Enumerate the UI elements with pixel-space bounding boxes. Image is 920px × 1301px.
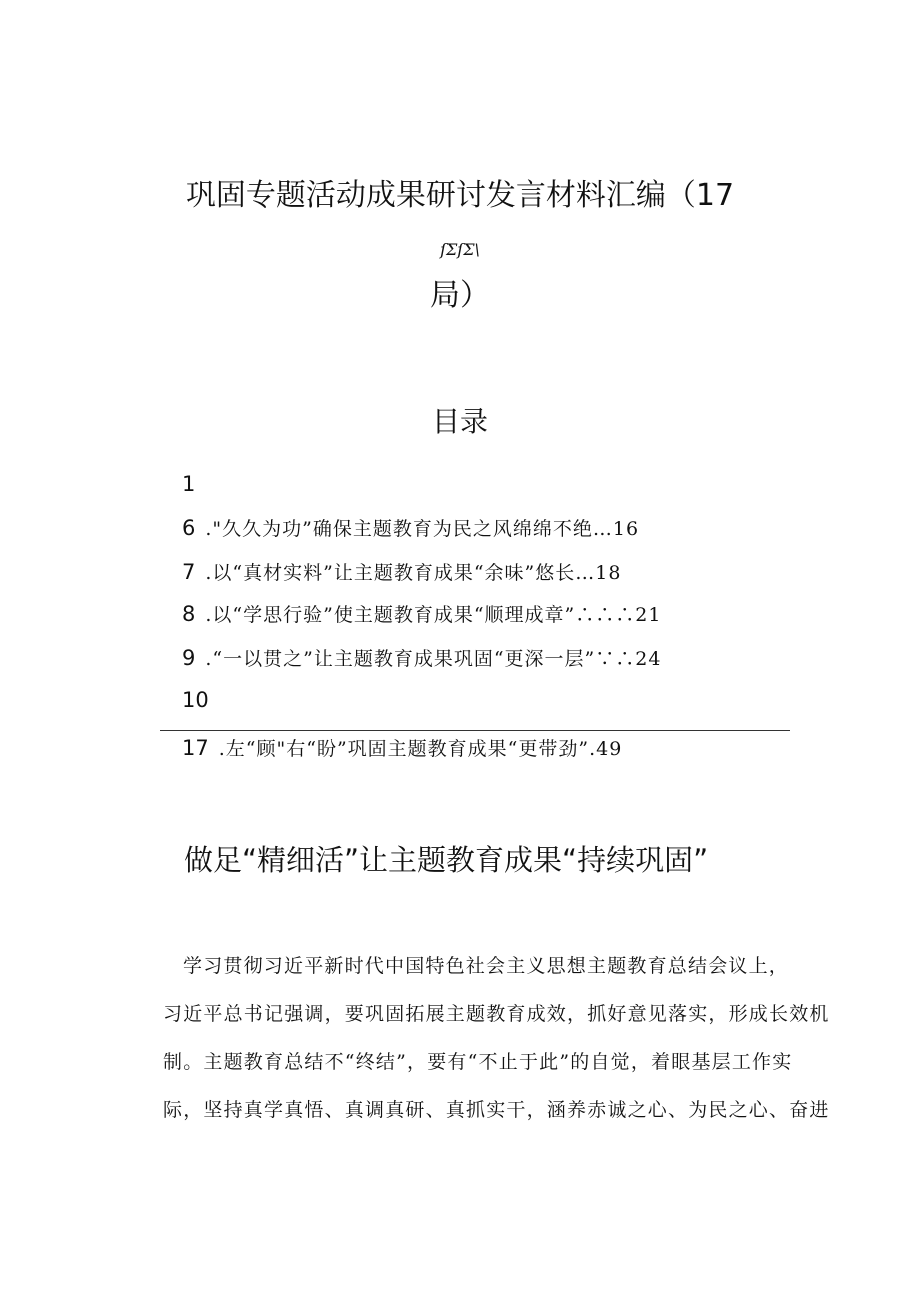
body-paragraph bbox=[163, 942, 830, 1134]
toc-item-number: 7 bbox=[182, 560, 196, 584]
toc-item[interactable] bbox=[182, 558, 621, 585]
body-line: 学习贯彻习近平新时代中国特色社会主义思想主题教育总结会议上， bbox=[183, 955, 790, 977]
document-title-line2: 局） bbox=[430, 278, 490, 313]
body-line: 际，坚持真学真悟、真调真研、真抓实干，涵养赤诚之心、为民之心、奋进 bbox=[163, 1099, 830, 1121]
toc-item-number: 17 bbox=[182, 736, 209, 760]
toc-item-number: 10 bbox=[182, 688, 209, 712]
toc-item[interactable] bbox=[182, 514, 639, 541]
toc-item-text: .左“顾"右“盼”巩固主题教育成果“更带劲”.49 bbox=[218, 738, 623, 760]
toc-item-number: 1 bbox=[182, 472, 196, 496]
toc-heading: 目录 bbox=[431, 405, 488, 438]
toc-item[interactable] bbox=[182, 472, 205, 497]
document-title-artifact: ſΣſΣ\ bbox=[440, 240, 480, 259]
body-line: 制。主题教育总结不“终结”，要有“不止于此”的自觉，着眼基层工作实 bbox=[163, 1051, 793, 1073]
toc-item[interactable] bbox=[182, 688, 219, 713]
document-title-line1: 巩固专题活动成果研讨发言材料汇编（17 bbox=[185, 178, 735, 213]
body-line: 习近平总书记强调，要巩固拓展主题教育成效，抓好意见落实，形成长效机 bbox=[163, 1003, 830, 1025]
toc-item-text: .以“学思行验”使主题教育成果“顺理成章”∴∴∴21 bbox=[205, 604, 662, 626]
toc-item-number: 9 bbox=[182, 646, 196, 670]
section-title: 做足“精细活”让主题教育成果“持续巩固” bbox=[184, 843, 709, 877]
toc-item-text: .“一以贯之”让主题教育成果巩固“更深一层”∵∴24 bbox=[205, 648, 662, 670]
toc-item-text: ."久久为功”确保主题教育为民之风绵绵不绝…16 bbox=[205, 518, 640, 540]
toc-item[interactable] bbox=[182, 600, 661, 627]
toc-item[interactable] bbox=[182, 734, 622, 761]
toc-item[interactable] bbox=[182, 644, 661, 671]
toc-item-text: .以“真材实料”让主题教育成果“余味”悠长…18 bbox=[205, 562, 622, 584]
toc-item-number: 6 bbox=[182, 516, 196, 540]
toc-divider bbox=[160, 730, 790, 731]
toc-item-number: 8 bbox=[182, 602, 196, 626]
